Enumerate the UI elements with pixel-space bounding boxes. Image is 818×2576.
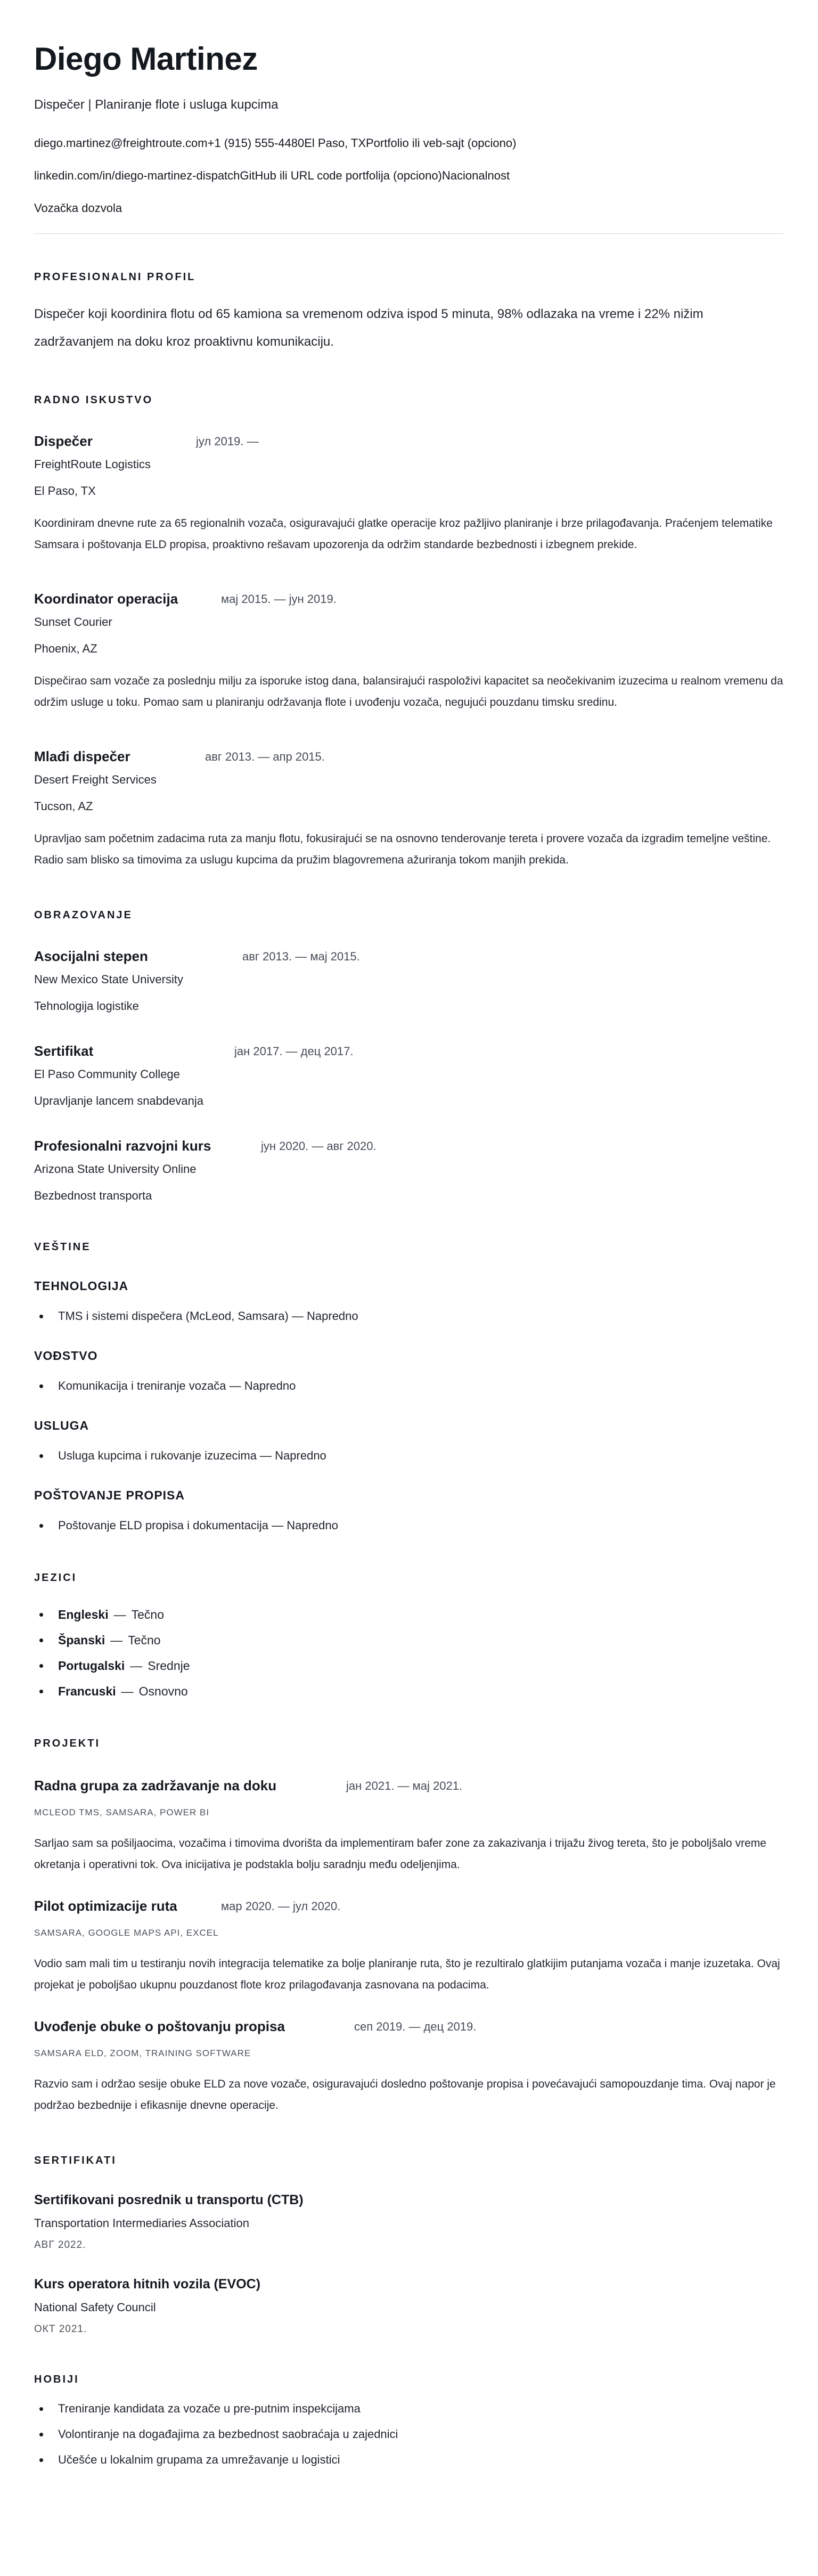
project-entry (34, 2018, 784, 2116)
project-entry (34, 1898, 784, 1996)
hobby-list (34, 2401, 784, 2468)
section-heading-education: OBRAZOVANJE (34, 909, 133, 921)
project-list (34, 1778, 784, 2116)
language-level: Tečno (131, 1608, 164, 1621)
language-separator: — (130, 1659, 143, 1673)
section-languages (34, 1572, 784, 1699)
job-entry (34, 748, 784, 871)
certification-org: National Safety Council (34, 2301, 156, 2314)
job-description: Upravljao sam početnim zadacima ruta za manju flotu, fokusirajući se na osnovno tenderovanje tereta i provere vozača da izgradim temeljne veštine. Radio sam blisko sa timovima za uslugu kupcima da pružim blagovremena ažuriranja tokom manjih prekida. (34, 833, 771, 866)
certification-title: Sertifikovani posrednik u transportu (CTB) (34, 2192, 304, 2207)
language-level: Osnovno (138, 1684, 188, 1698)
contact-line-1: diego.martinez@freightroute.com+1 (915) 555-4480El Paso, TXPortfolio ili veb-sajt (opciono) (34, 136, 517, 150)
person-name: Diego Martinez (34, 41, 258, 77)
language-level: Tečno (128, 1633, 161, 1647)
certification-entry (34, 2277, 784, 2335)
education-field: Bezbednost transporta (34, 1189, 152, 1202)
education-degree: Asocijalni stepen (34, 948, 148, 964)
language-list (34, 1607, 784, 1699)
job-description: Dispečirao sam vozače za poslednju milju za isporuke istog dana, balansirajući raspoloživi kapacitet sa neočekivanim izuzecima u realnom vremenu da održim usluge u toku. Pomao sam u planiranju održavanja flote i uvođenju vozača, negujući pouzdanu timsku sredinu. (34, 675, 783, 708)
language-name: Francuski (58, 1684, 116, 1698)
education-school: New Mexico State University (34, 973, 183, 986)
job-dates: мај 2015. — јун 2019. (221, 592, 337, 606)
section-heading-profile: PROFESIONALNI PROFIL (34, 271, 196, 283)
section-education (34, 909, 784, 1203)
education-list (34, 948, 784, 1203)
section-projects (34, 1738, 784, 2116)
resume-header (34, 40, 784, 234)
education-title-row (34, 1138, 784, 1156)
section-heading-projects: PROJEKTI (34, 1738, 101, 1749)
project-dates: јан 2021. — мај 2021. (346, 1779, 463, 1792)
job-dates: авг 2013. — апр 2015. (205, 750, 325, 763)
section-certifications (34, 2155, 784, 2335)
project-description: Sarljao sam sa pošiljaocima, vozačima i timovima dvorišta da implementiram bafer zone za zakazivanja i trijažu živog tereta, što je poboljšalo vreme okretanja i operativni tok. Ova inicijativa je podstakla bolju saradnju među odeljenjima. (34, 1837, 766, 1871)
project-title: Uvođenje obuke o poštovanju propisa (34, 2018, 285, 2034)
section-experience (34, 394, 784, 871)
certification-org: Transportation Intermediaries Association (34, 2216, 249, 2230)
job-title-row (34, 433, 784, 451)
education-dates: јан 2017. — дец 2017. (234, 1045, 354, 1058)
project-title: Pilot optimizacije ruta (34, 1898, 177, 1914)
education-entry (34, 948, 784, 1013)
job-entry (34, 591, 784, 713)
education-field: Upravljanje lancem snabdevanja (34, 1094, 203, 1107)
project-tools: SAMSARA ELD, ZOOM, TRAINING SOFTWARE (34, 2048, 251, 2058)
language-name: Engleski (58, 1608, 109, 1621)
education-entry (34, 1043, 784, 1108)
job-title-row (34, 591, 784, 609)
skill-item: Poštovanje ELD propisa i dokumentacija — Napredno (34, 1518, 784, 1534)
contact-line-2: linkedin.com/in/diego-martinez-dispatchGitHub ili URL code portfolija (opciono)Nacionalnost (34, 169, 510, 182)
education-title-row (34, 1043, 784, 1061)
project-entry (34, 1778, 784, 1876)
job-company: Desert Freight Services (34, 773, 157, 786)
language-separator: — (121, 1684, 134, 1698)
language-separator: — (113, 1608, 126, 1621)
language-name: Španski (58, 1633, 105, 1647)
skill-group (34, 1488, 784, 1534)
contact-block (34, 136, 784, 216)
hobby-item: Volontiranje na događajima za bezbednost saobraćaja u zajednici (34, 2426, 784, 2442)
hobby-item: Treniranje kandidata za vozače u pre-putnim inspekcijama (34, 2401, 784, 2417)
education-school: Arizona State University Online (34, 1162, 197, 1176)
project-tools: MCLEOD TMS, SAMSARA, POWER BI (34, 1807, 210, 1817)
skill-item: Komunikacija i treniranje vozača — Napredno (34, 1378, 784, 1394)
job-title: Dispečer (34, 433, 93, 449)
language-item (34, 1607, 784, 1623)
language-item (34, 1683, 784, 1699)
skill-item: TMS i sistemi dispečera (McLeod, Samsara) — Napredno (34, 1308, 784, 1324)
skill-group (34, 1349, 784, 1394)
header-divider (34, 233, 784, 234)
skill-category: TEHNOLOGIJA (34, 1279, 129, 1293)
profile-summary: Dispečer koji koordinira flotu od 65 kamiona sa vremenom odziva ispod 5 minuta, 98% odlazaka na vreme i 22% nižim zadržavanjem na doku kroz proaktivnu komunikaciju. (34, 307, 704, 349)
job-location: Phoenix, AZ (34, 642, 97, 655)
section-heading-hobbies: HOBIJI (34, 2374, 79, 2385)
job-title: Mlađi dispečer (34, 748, 130, 764)
job-list (34, 433, 784, 871)
job-location: Tucson, AZ (34, 800, 93, 813)
skill-group (34, 1279, 784, 1324)
section-heading-languages: JEZICI (34, 1572, 77, 1584)
project-title-row (34, 1778, 784, 1796)
headline: Dispečer | Planiranje flote i usluga kupcima (34, 97, 279, 112)
language-level: Srednje (148, 1659, 190, 1673)
education-field: Tehnologija logistike (34, 999, 139, 1013)
language-separator: — (110, 1633, 123, 1647)
project-tools: SAMSARA, GOOGLE MAPS API, EXCEL (34, 1928, 219, 1938)
skill-category: USLUGA (34, 1419, 89, 1432)
hobby-item: Učešće u lokalnim grupama za umrežavanje u logistici (34, 2452, 784, 2468)
job-location: El Paso, TX (34, 484, 96, 498)
project-dates: мар 2020. — јул 2020. (221, 1900, 341, 1913)
contact-line-3: Vozačka dozvola (34, 201, 122, 215)
project-title-row (34, 1898, 784, 1916)
section-heading-certifications: SERTIFIKATI (34, 2155, 117, 2166)
skill-category: POŠTOVANJE PROPISA (34, 1488, 185, 1502)
project-dates: сеп 2019. — дец 2019. (354, 2020, 477, 2033)
section-hobbies (34, 2374, 784, 2468)
skill-category: VOĐSTVO (34, 1349, 98, 1363)
job-entry (34, 433, 784, 556)
language-name: Portugalski (58, 1659, 125, 1673)
project-title-row (34, 2018, 784, 2036)
section-heading-experience: RADNO ISKUSTVO (34, 394, 153, 406)
job-dates: јул 2019. — (196, 435, 259, 448)
certification-date: АВГ 2022. (34, 2239, 86, 2251)
language-item (34, 1658, 784, 1674)
certification-entry (34, 2192, 784, 2251)
education-entry (34, 1138, 784, 1203)
skill-group (34, 1419, 784, 1464)
job-company: FreightRoute Logistics (34, 458, 151, 471)
project-title: Radna grupa za zadržavanje na doku (34, 1778, 277, 1794)
section-profile (34, 271, 784, 356)
job-title: Koordinator operacija (34, 591, 178, 607)
project-description: Razvio sam i održao sesije obuke ELD za nove vozače, osiguravajući dosledno poštovanje propisa i povećavajući samopouzdanje tima. Ovaj napor je podržao bezbednije i efikasnije dnevne operacije. (34, 2078, 776, 2112)
language-item (34, 1632, 784, 1648)
certification-title: Kurs operatora hitnih vozila (EVOC) (34, 2277, 261, 2292)
skill-item: Usluga kupcima i rukovanje izuzecima — Napredno (34, 1448, 784, 1464)
education-degree: Sertifikat (34, 1043, 94, 1059)
job-description: Koordiniram dnevne rute za 65 regionalnih vozača, osiguravajući glatke operacije kroz pažljivo planiranje i brze prilagođavanja. Praćenjem telematike Samsara i poštovanja ELD propisa, proaktivno rešavam upozorenja da održim standarde bezbednosti i izbegnem prekide. (34, 517, 773, 551)
certification-date: ОКТ 2021. (34, 2324, 87, 2335)
education-school: El Paso Community College (34, 1067, 180, 1081)
section-skills (34, 1241, 784, 1534)
education-degree: Profesionalni razvojni kurs (34, 1138, 211, 1154)
education-dates: јун 2020. — авг 2020. (261, 1139, 377, 1153)
section-heading-skills: VEŠTINE (34, 1241, 91, 1253)
education-dates: авг 2013. — мај 2015. (242, 950, 360, 963)
education-title-row (34, 948, 784, 966)
project-description: Vodio sam mali tim u testiranju novih integracija telematike za bolje planiranje ruta, što je rezultiralo glatkijim putanjama vozača i manje izuzetaka. Ovaj projekat je poboljšao ukupnu pouzdanost flote kroz prilagođavanja zasnovana na podacima. (34, 1958, 780, 1991)
job-title-row (34, 748, 784, 767)
job-company: Sunset Courier (34, 615, 112, 629)
